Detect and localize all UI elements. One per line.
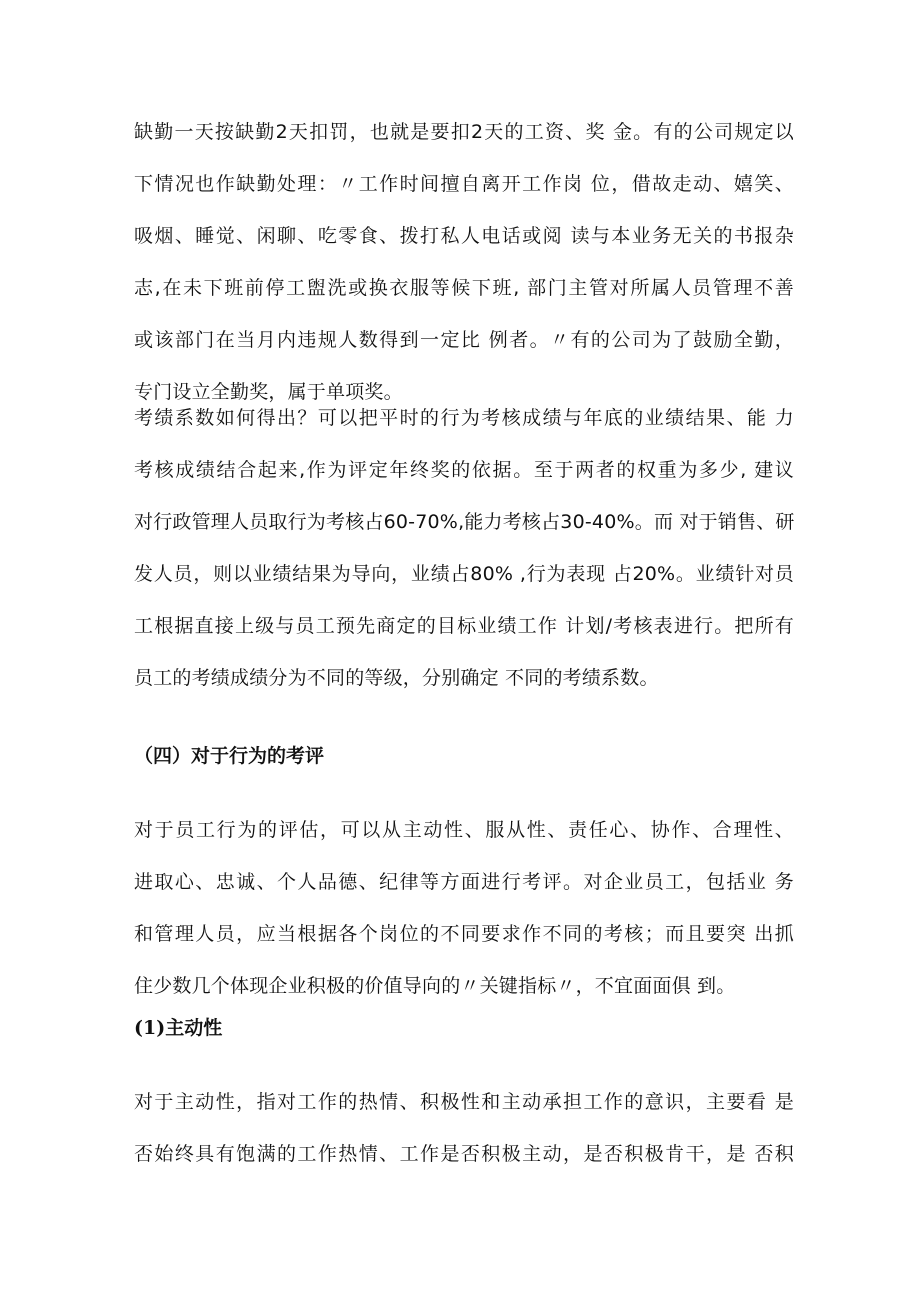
text-line: 住少数几个体现企业积极的价值导向的〃关键指标〃，不宜面面俱 到。 [134, 975, 736, 997]
section-heading-behavior-evaluation: （四）对于行为的考评 [134, 745, 325, 767]
text-line: 对于主动性，指对工作的热情、积极性和主动承担工作的意识，主要看 是 [134, 1091, 794, 1113]
text-line: 下情况也作缺勤处理：〃工作时间擅自离开工作岗 位，借故走动、嬉笑、 [134, 173, 794, 195]
text-line: 缺勤一天按缺勤2天扣罚，也就是要扣2天的工资、奖 金。有的公司规定以 [134, 121, 794, 143]
text-line: 对行政管理人员取行为考核占60-70%,能力考核占30-40%。而 对于销售、研 [134, 511, 795, 533]
text-line: 考核成绩结合起来,作为评定年终奖的依据。至于两者的权重为多少, 建议 [134, 459, 794, 481]
text-line: 工根据直接上级与员工预先商定的目标业绩工作 计划/考核表进行。把所有 [134, 615, 794, 637]
text-line: 对于员工行为的评估，可以从主动性、服从性、责任心、协作、合理性、 [134, 819, 794, 841]
paragraph-behavior-assessment [134, 804, 794, 1012]
text-line: 员工的考绩成绩分为不同的等级，分别确定 不同的考绩系数。 [134, 667, 659, 689]
text-line: 和管理人员，应当根据各个岗位的不同要求作不同的考核；而且要突 出抓 [134, 923, 794, 945]
subsection-heading-initiative: (1)主动性 [134, 1017, 223, 1039]
text-line: 发人员，则以业绩结果为导向，业绩占80% ,行为表现 占20%。业绩针对员 [134, 563, 794, 585]
text-line: 专门设立全勤奖，属于单项奖。 [134, 381, 403, 403]
text-line: 否始终具有饱满的工作热情、工作是否积极主动，是否积极肯干，是 否积 [134, 1143, 794, 1165]
paragraph-absence-rules [134, 106, 794, 418]
text-line: 进取心、忠诚、个人品德、纪律等方面进行考评。对企业员工，包括业 务 [134, 871, 794, 893]
text-line: 或该部门在当月内违规人数得到一定比 例者。〃有的公司为了鼓励全勤， [134, 329, 794, 351]
text-line: 吸烟、睡觉、闲聊、吃零食、拨打私人电话或阅 读与本业务无关的书报杂 [134, 225, 794, 247]
text-line: 考绩系数如何得出？可以把平时的行为考核成绩与年底的业绩结果、能 力 [134, 407, 794, 429]
paragraph-initiative [134, 1076, 794, 1180]
text-line: 志,在未下班前停工盥洗或换衣服等候下班, 部门主管对所属人员管理不善 [134, 277, 794, 299]
paragraph-performance-coefficient [134, 392, 794, 704]
